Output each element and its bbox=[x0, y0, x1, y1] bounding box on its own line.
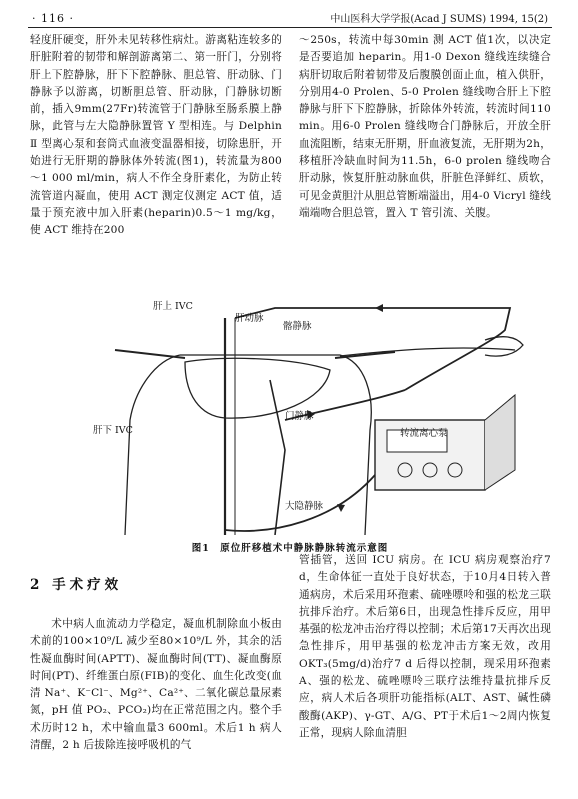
label-iliac-vein: 髂静脉 bbox=[283, 321, 312, 332]
paragraph: ～250s，转流中每30min 测 ACT 值1次，以决定是否要追加 heparin。用1-0 Dexon 缝线连续缝合病肝切取后附着韧带及后腹膜创面止血，植入供肝，分别用4-0 Prolen、5-0 Prolen 缝线吻合肝上下腔静脉与肝下下腔静脉，折除体外转流，转流时间110 min。用6-0 Prolen 缝线吻合门静脉后，开放全肝血流阻断，结束无肝期，肝血液复流，无肝期为2h，移植肝冷缺血时间为11.5h，6-0 prolen 缝线吻合肝动脉，恢复肝脏动脉血供，肝脏色泽鲜红、质软，可见金黄胆汁从胆总管断端溢出，用4-0 Vicryl 缝线端端吻合胆总管，置入 T 管引流、关腹。 bbox=[299, 34, 551, 219]
label-upper-ivc: 肝上 IVC bbox=[153, 301, 193, 312]
paragraph: 术中病人血流动力学稳定，凝血机制除血小板由术前的100×10⁹/L 减少至80×10⁹/L 外，其余的活性凝血酶时间(APTT)、凝血酶时间(TT)、凝血酶原时间(PT)、纤维蛋白原(FIB)的变化、血生化改变(血清 Na⁺、K⁻Cl⁻、Mg²⁺、Ca²⁺、二氧化碳总量尿素氮，pH 值 PO₂、PCO₂)均在正常范围之内。整个手术历时12 h，术中输血量3 600ml。术后1 h 病人清醒，2 h 后拔除连接呼吸机的气 bbox=[30, 618, 282, 752]
right-column-top bbox=[299, 32, 551, 222]
figure-caption: 图1 原位肝移植术中静脉静脉转流示意图 bbox=[191, 543, 389, 554]
left-column-bottom bbox=[30, 616, 282, 754]
portal-vein-line bbox=[270, 380, 285, 535]
section-title: 手术疗效 bbox=[52, 577, 123, 593]
label-saphenous-vein: 大隐静脉 bbox=[285, 501, 324, 512]
running-header: 中山医科大学学报(Acad J SUMS) 1994, 15(2) bbox=[330, 14, 548, 25]
right-column-bottom bbox=[299, 552, 551, 742]
return-tube bbox=[235, 308, 510, 390]
torso-outline bbox=[125, 355, 180, 535]
paragraph: 轻度肝硬变，肝外未见转移性病灶。游离粘连较多的肝脏附着的韧带和解剖游离第二、第一肝门，分别将肝上下腔静脉，肝下下腔静脉、胆总管、肝动脉、门静脉予以游离，切断胆总管、肝动脉，门静脉切断前，插入9mm(27Fr)转流管于门静脉至肠系膜上静脉，此管与左大隐静脉置管 Y 型相连。与 Delphin Ⅱ 型离心泵和套筒式血液变温器相接，切除患肝，开始进行无肝期的静脉体外转流(图1)，转流量为800～1 000 ml/min，病人不作全身肝素化，为防止转流管道内凝血，使用 ACT 测定仪测定 ACT 值，适量于预充液中加入肝素(heparin)0.5～1 mg/kg，使 ACT 维持在200 bbox=[30, 34, 282, 237]
paragraph: 管插管，送回 ICU 病房。在 ICU 病房观察治疗7 d，生命体征一直处于良好状态，于10月4日转入普通病房，术后采用环孢素、硫唑嘌呤和强的松龙三联抗排斥治疗。术后第6日，出现急性排斥反应，用甲基强的松龙冲击治疗得以控制；术后第17天再次出现急性排斥，用甲基强的松龙冲击方案无效，改用 OKT₃(5mg/d)治疗7 d 后得以控制，现采用环孢素A、强的松龙、硫唑嘌呤三联疗法维持量抗排斥反应，病人术后各项肝功能指标(ALT、AST、碱性磷酸酶(AKP)、γ-GT、A/G、PT于术后1～2周内恢复正常，现病人除血清胆 bbox=[299, 554, 551, 739]
centrifugal-pump bbox=[375, 395, 515, 490]
header-rule bbox=[28, 27, 552, 28]
torso-outline-right bbox=[340, 355, 371, 535]
left-column-top bbox=[30, 32, 282, 240]
figure-1 bbox=[75, 300, 525, 535]
section-number: 2 bbox=[30, 577, 44, 593]
section-heading bbox=[30, 573, 122, 593]
label-portal-vein: 门静脉 bbox=[285, 411, 314, 422]
label-lower-ivc: 肝下 IVC bbox=[93, 425, 133, 436]
label-pump: 转流离心泵 bbox=[400, 428, 448, 439]
page-number: · 116 · bbox=[32, 12, 74, 25]
label-hepatic-artery: 肝动脉 bbox=[235, 313, 264, 324]
